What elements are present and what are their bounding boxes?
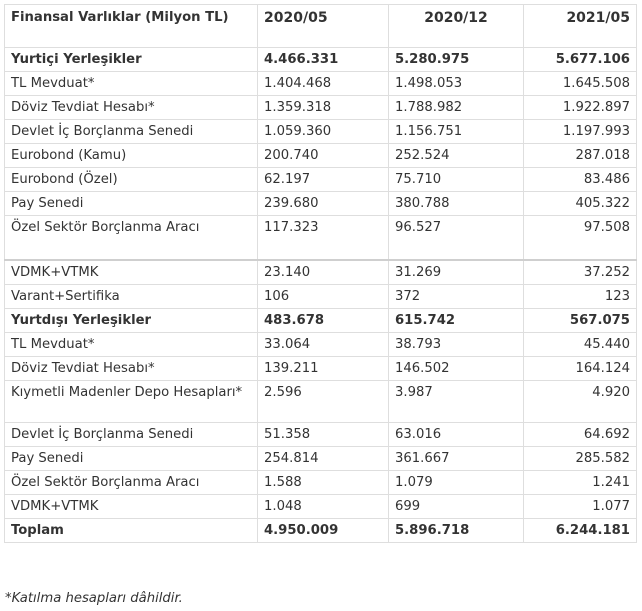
cell-2021-05: 64.692 xyxy=(524,423,637,447)
cell-2020-05: 1.588 xyxy=(258,471,389,495)
cell-2020-12: 699 xyxy=(389,495,524,519)
table-row xyxy=(5,96,637,120)
cell-2020-05: 1.059.360 xyxy=(258,120,389,144)
cell-2021-05: 1.922.897 xyxy=(524,96,637,120)
cell-2020-12: 615.742 xyxy=(389,309,524,333)
cell-2020-05: 106 xyxy=(258,285,389,309)
table-row xyxy=(5,333,637,357)
cell-2020-12: 1.079 xyxy=(389,471,524,495)
table-row xyxy=(5,72,637,96)
table-row xyxy=(5,168,637,192)
table-row xyxy=(5,120,637,144)
row-label: Varant+Sertifika xyxy=(5,285,258,309)
cell-2021-05: 405.322 xyxy=(524,192,637,216)
table-total-row xyxy=(5,519,637,543)
cell-2020-12: 75.710 xyxy=(389,168,524,192)
row-label: Pay Senedi xyxy=(5,447,258,471)
cell-2020-05: 254.814 xyxy=(258,447,389,471)
cell-2020-05: 33.064 xyxy=(258,333,389,357)
cell-2020-12: 5.280.975 xyxy=(389,48,524,72)
row-label: Pay Senedi xyxy=(5,192,258,216)
cell-2020-12: 361.667 xyxy=(389,447,524,471)
table-header-row xyxy=(5,5,637,48)
cell-2020-12: 146.502 xyxy=(389,357,524,381)
row-label: Devlet İç Borçlanma Senedi xyxy=(5,120,258,144)
row-label: VDMK+VTMK xyxy=(5,495,258,519)
cell-2020-05: 1.359.318 xyxy=(258,96,389,120)
cell-2020-05: 139.211 xyxy=(258,357,389,381)
cell-2020-12: 252.524 xyxy=(389,144,524,168)
table-row xyxy=(5,447,637,471)
cell-2020-12: 1.788.982 xyxy=(389,96,524,120)
table-row xyxy=(5,381,637,423)
cell-2020-12: 38.793 xyxy=(389,333,524,357)
cell-2020-05: 2.596 xyxy=(258,381,389,423)
row-label: Eurobond (Kamu) xyxy=(5,144,258,168)
cell-2020-12: 63.016 xyxy=(389,423,524,447)
financial-assets-table xyxy=(4,4,637,543)
table-row xyxy=(5,192,637,216)
row-label: Döviz Tevdiat Hesabı* xyxy=(5,96,258,120)
row-label: Devlet İç Borçlanma Senedi xyxy=(5,423,258,447)
cell-2021-05: 285.582 xyxy=(524,447,637,471)
cell-2021-05: 1.197.993 xyxy=(524,120,637,144)
table-row xyxy=(5,357,637,381)
row-label: VDMK+VTMK xyxy=(5,260,258,285)
header-label: Finansal Varlıklar (Milyon TL) xyxy=(5,5,258,48)
row-label: Yurtdışı Yerleşikler xyxy=(5,309,258,333)
table-row xyxy=(5,495,637,519)
table-row xyxy=(5,285,637,309)
cell-2021-05: 1.077 xyxy=(524,495,637,519)
cell-2021-05: 97.508 xyxy=(524,216,637,261)
cell-2020-12: 372 xyxy=(389,285,524,309)
cell-2020-12: 5.896.718 xyxy=(389,519,524,543)
table-row xyxy=(5,423,637,447)
cell-2020-05: 51.358 xyxy=(258,423,389,447)
row-label: Yurtiçi Yerleşikler xyxy=(5,48,258,72)
cell-2021-05: 287.018 xyxy=(524,144,637,168)
cell-2021-05: 5.677.106 xyxy=(524,48,637,72)
cell-2020-12: 31.269 xyxy=(389,260,524,285)
table-row xyxy=(5,48,637,72)
header-col-2020-05: 2020/05 xyxy=(258,5,389,48)
cell-2020-05: 483.678 xyxy=(258,309,389,333)
row-label: Kıymetli Madenler Depo Hesapları* xyxy=(5,381,258,423)
cell-2021-05: 4.920 xyxy=(524,381,637,423)
cell-2020-05: 23.140 xyxy=(258,260,389,285)
row-label: Eurobond (Özel) xyxy=(5,168,258,192)
header-col-2020-12: 2020/12 xyxy=(389,5,524,48)
cell-2020-05: 4.466.331 xyxy=(258,48,389,72)
cell-2020-12: 1.498.053 xyxy=(389,72,524,96)
row-label: TL Mevduat* xyxy=(5,72,258,96)
cell-2021-05: 567.075 xyxy=(524,309,637,333)
table-row xyxy=(5,144,637,168)
row-label: TL Mevduat* xyxy=(5,333,258,357)
cell-2020-05: 1.404.468 xyxy=(258,72,389,96)
table-row xyxy=(5,471,637,495)
table-row xyxy=(5,309,637,333)
table-row xyxy=(5,216,637,261)
cell-2020-05: 4.950.009 xyxy=(258,519,389,543)
cell-2021-05: 45.440 xyxy=(524,333,637,357)
cell-2021-05: 1.645.508 xyxy=(524,72,637,96)
cell-2020-12: 3.987 xyxy=(389,381,524,423)
cell-2021-05: 164.124 xyxy=(524,357,637,381)
header-col-2021-05: 2021/05 xyxy=(524,5,637,48)
cell-2021-05: 1.241 xyxy=(524,471,637,495)
row-label: Özel Sektör Borçlanma Aracı xyxy=(5,216,258,261)
cell-2020-05: 1.048 xyxy=(258,495,389,519)
row-label: Döviz Tevdiat Hesabı* xyxy=(5,357,258,381)
cell-2021-05: 83.486 xyxy=(524,168,637,192)
cell-2020-12: 380.788 xyxy=(389,192,524,216)
footnote: *Katılma hesapları dâhildir. xyxy=(5,591,183,606)
row-label: Özel Sektör Borçlanma Aracı xyxy=(5,471,258,495)
row-label: Toplam xyxy=(5,519,258,543)
cell-2020-05: 239.680 xyxy=(258,192,389,216)
cell-2021-05: 123 xyxy=(524,285,637,309)
cell-2020-05: 62.197 xyxy=(258,168,389,192)
cell-2020-12: 96.527 xyxy=(389,216,524,261)
table-row xyxy=(5,260,637,285)
cell-2021-05: 6.244.181 xyxy=(524,519,637,543)
cell-2020-05: 117.323 xyxy=(258,216,389,261)
cell-2021-05: 37.252 xyxy=(524,260,637,285)
cell-2020-05: 200.740 xyxy=(258,144,389,168)
cell-2020-12: 1.156.751 xyxy=(389,120,524,144)
